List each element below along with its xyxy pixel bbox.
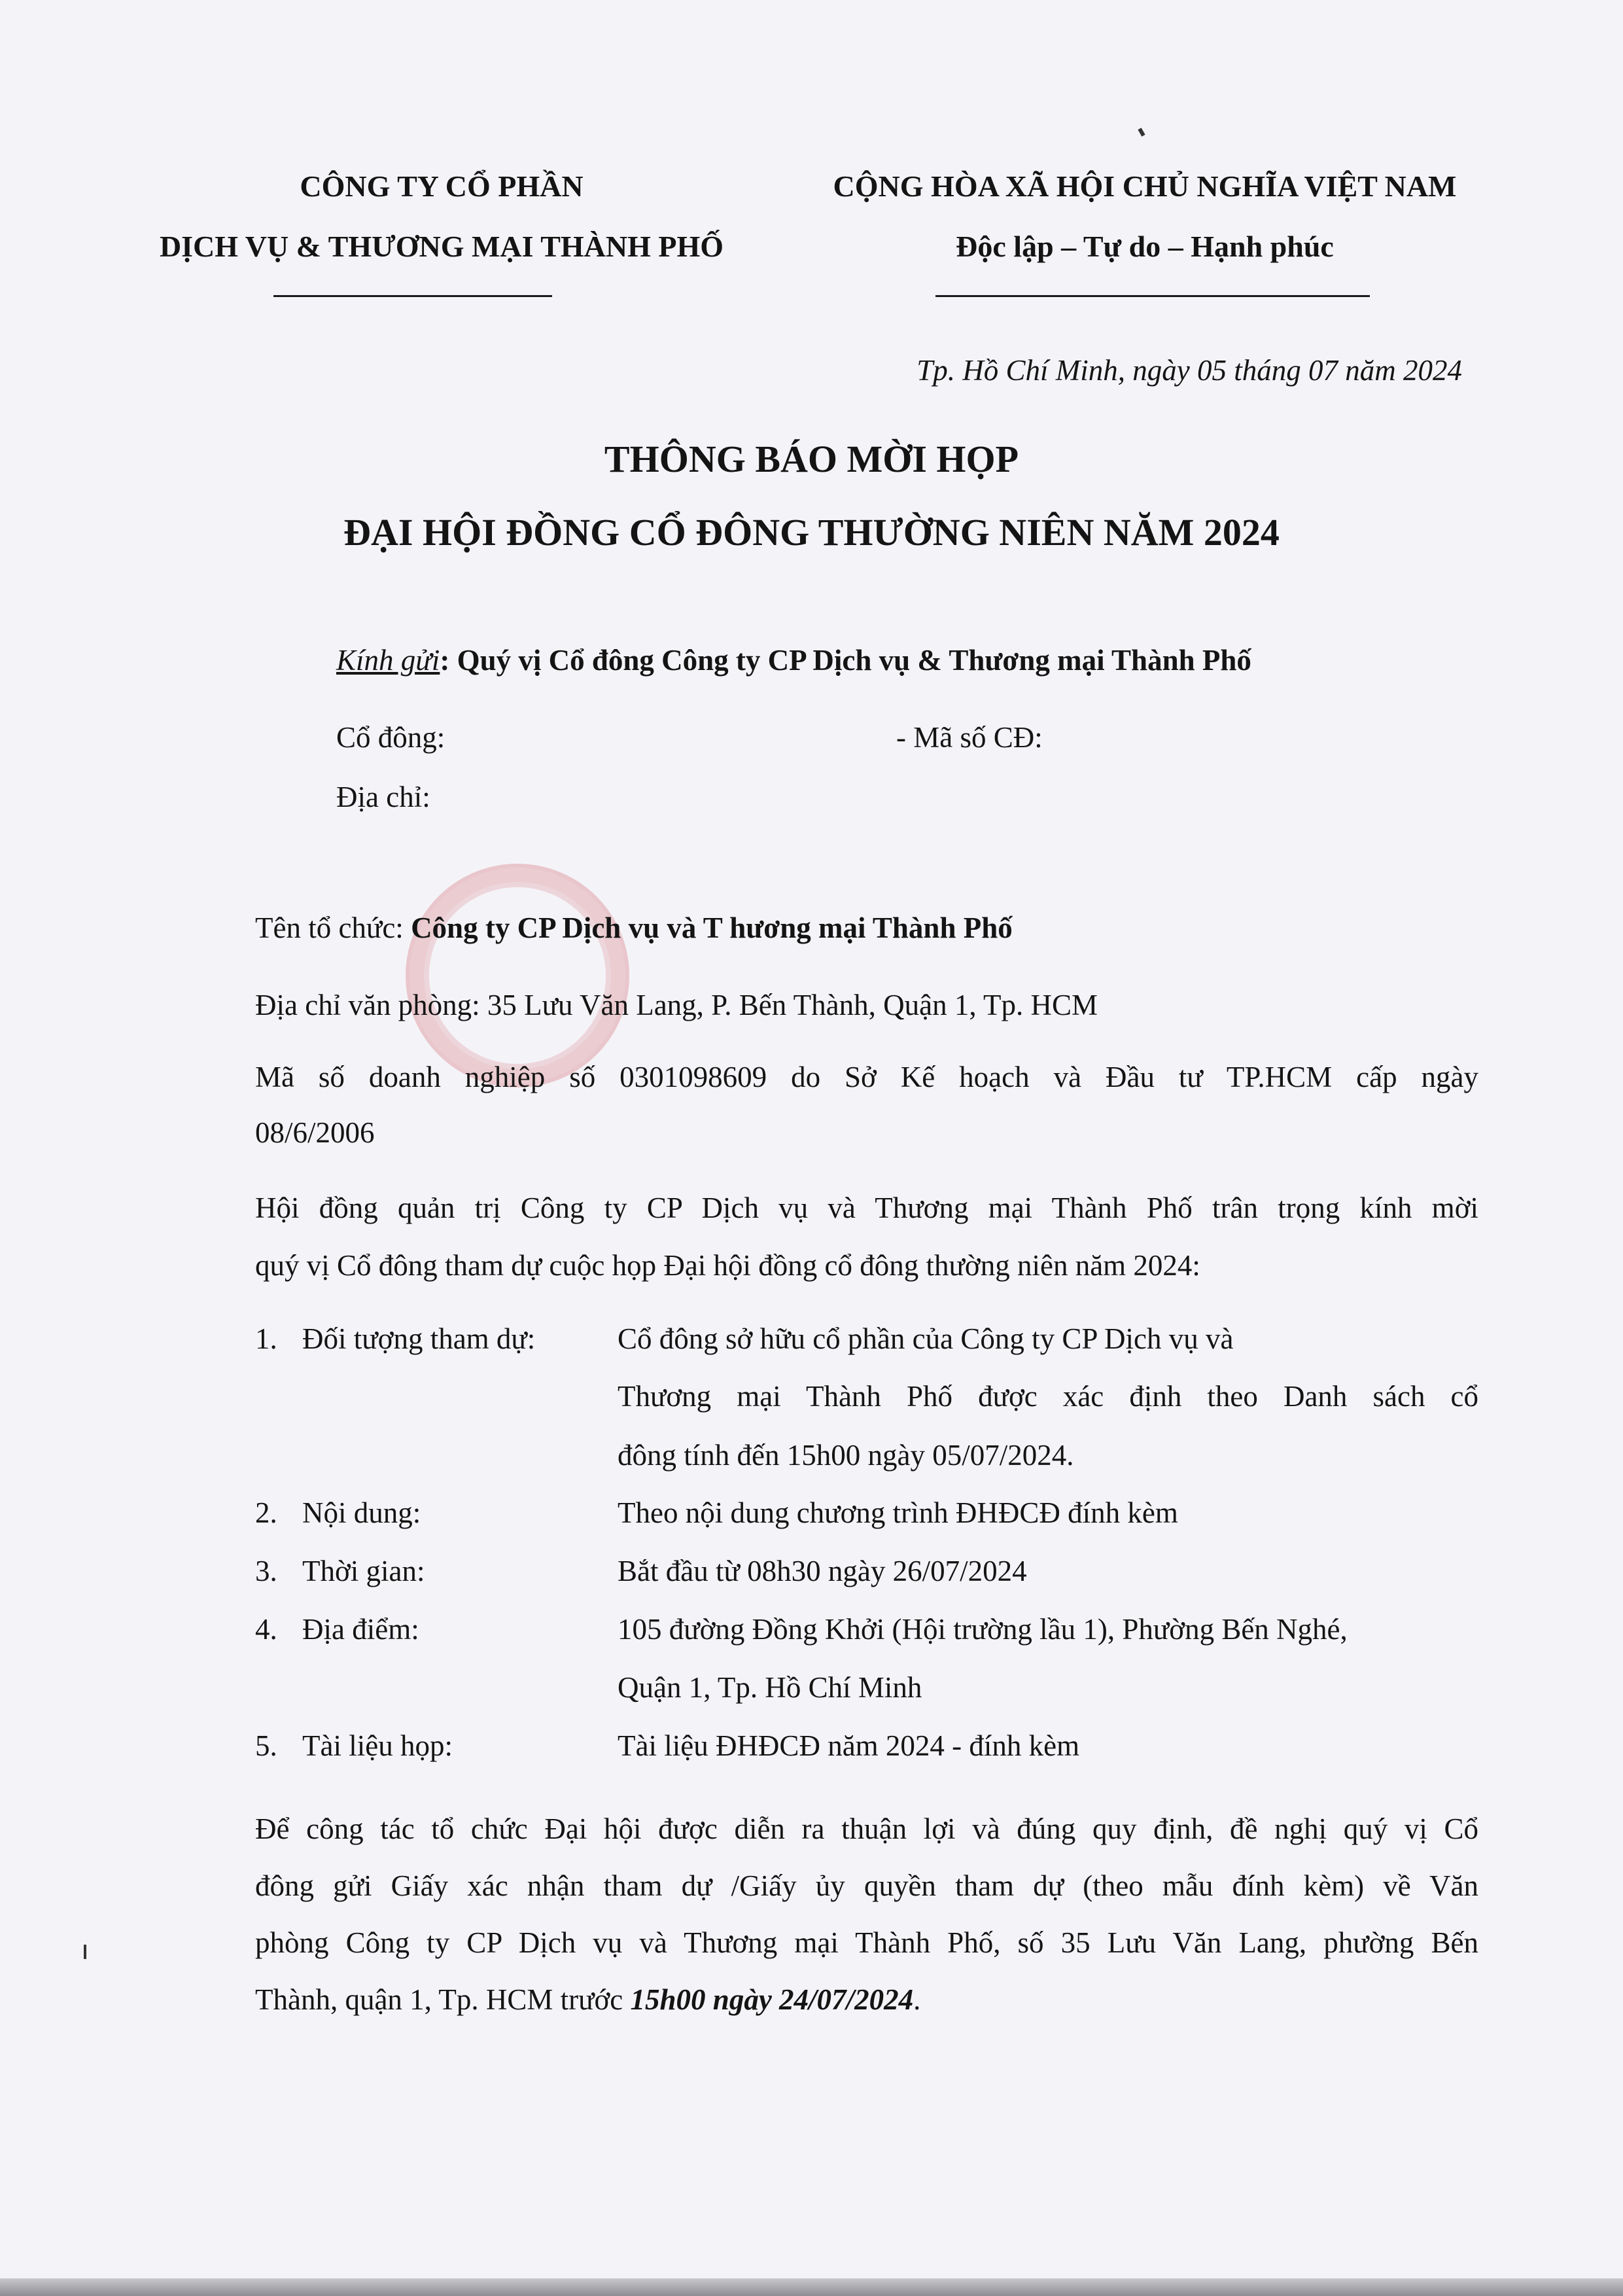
org-name-value: Công ty CP Dịch vụ và T hương mại Thành Phố: [411, 911, 1013, 944]
stamp-bleed-through: [406, 864, 629, 1087]
agenda-item-value: Thương mại Thành Phố được xác định theo Danh sách cổ: [618, 1380, 1478, 1413]
motto-underline: [935, 295, 1370, 297]
shareholder-label: Cổ đông:: [336, 721, 445, 754]
agenda-item-label: Thời gian:: [302, 1555, 425, 1587]
closing-line4-suffix: .: [913, 1983, 921, 2016]
shareholder-code-label: - Mã số CĐ:: [896, 721, 1043, 754]
greeting: [336, 642, 1251, 679]
company-name: DỊCH VỤ & THƯƠNG MẠI THÀNH PHỐ: [159, 230, 724, 263]
national-motto: Độc lập – Tự do – Hạnh phúc: [956, 230, 1334, 263]
agenda-item-number: 5.: [255, 1729, 277, 1762]
national-header: [772, 171, 1518, 262]
agenda-item-value: Theo nội dung chương trình ĐHĐCĐ đính kèm: [618, 1496, 1178, 1529]
closing-line2: đông gửi Giấy xác nhận tham dự /Giấy ủy quyền tham dự (theo mẫu đính kèm) về Văn: [255, 1869, 1478, 1902]
company-underline: [273, 295, 552, 297]
agenda-item-value: Cổ đông sở hữu cổ phần của Công ty CP Dịch vụ và: [618, 1322, 1234, 1355]
company-type: CÔNG TY CỔ PHẦN: [300, 169, 584, 203]
shareholder-address-label: Địa chỉ:: [336, 781, 430, 813]
scan-mark: [1138, 128, 1145, 136]
org-tax-line1: Mã số doanh nghiệp số 0301098609 do Sở Kế hoạch và Đầu tư TP.HCM cấp ngày: [255, 1061, 1478, 1093]
agenda-item-label: Nội dung:: [302, 1496, 421, 1529]
closing-line4-prefix: Thành, quận 1, Tp. HCM trước: [255, 1983, 631, 2016]
agenda-item-value: Bắt đầu từ 08h30 ngày 26/07/2024: [618, 1555, 1027, 1587]
company-header: [111, 171, 772, 262]
org-tax-line2: 08/6/2006: [255, 1116, 375, 1149]
closing-line1: Để công tác tổ chức Đại hội được diễn ra thuận lợi và đúng quy định, đề nghị quý vị Cổ: [255, 1812, 1478, 1845]
closing-line3: phòng Công ty CP Dịch vụ và Thương mại Thành Phố, số 35 Lưu Văn Lang, phường Bến: [255, 1926, 1478, 1959]
greeting-text: : Quý vị Cổ đông Công ty CP Dịch vụ & Thương mại Thành Phố: [440, 644, 1251, 677]
agenda-item-number: 4.: [255, 1613, 277, 1646]
agenda-item-value: Tài liệu ĐHĐCĐ năm 2024 - đính kèm: [618, 1729, 1080, 1762]
agenda-item-label: Tài liệu họp:: [302, 1729, 453, 1762]
org-name-line: [255, 910, 1478, 946]
invite-line1: Hội đồng quản trị Công ty CP Dịch vụ và Thương mại Thành Phố trân trọng kính mời: [255, 1192, 1478, 1224]
document-title: THÔNG BÁO MỜI HỌP: [604, 438, 1019, 480]
agenda-item-number: 2.: [255, 1496, 277, 1529]
agenda-item-value: 105 đường Đồng Khởi (Hội trường lầu 1), Phường Bến Nghé,: [618, 1613, 1348, 1646]
document-subtitle: ĐẠI HỘI ĐỒNG CỔ ĐÔNG THƯỜNG NIÊN NĂM 2024: [343, 511, 1280, 554]
scan-mark: [84, 1945, 86, 1959]
agenda-item-label: Đối tượng tham dự:: [302, 1322, 536, 1355]
agenda-item-value: đông tính đến 15h00 ngày 05/07/2024.: [618, 1439, 1074, 1472]
agenda-item-number: 1.: [255, 1322, 277, 1355]
org-office-address: Địa chỉ văn phòng: 35 Lưu Văn Lang, P. Bến Thành, Quận 1, Tp. HCM: [255, 989, 1098, 1021]
agenda-item-label: Địa điểm:: [302, 1613, 419, 1646]
agenda-item-value: Quận 1, Tp. Hồ Chí Minh: [618, 1671, 922, 1704]
greeting-label: Kính gửi: [336, 644, 440, 677]
document-date: Tp. Hồ Chí Minh, ngày 05 tháng 07 năm 2024: [916, 354, 1462, 387]
closing-line4: [255, 1981, 1478, 2018]
national-title: CỘNG HÒA XÃ HỘI CHỦ NGHĨA VIỆT NAM: [833, 169, 1457, 203]
agenda-item-number: 3.: [255, 1555, 277, 1587]
invite-line2: quý vị Cổ đông tham dự cuộc họp Đại hội đồng cổ đông thường niên năm 2024:: [255, 1249, 1200, 1282]
scan-bottom-edge: [0, 2278, 1623, 2296]
org-name-label: Tên tổ chức:: [255, 911, 411, 944]
closing-deadline: 15h00 ngày 24/07/2024: [630, 1983, 914, 2016]
